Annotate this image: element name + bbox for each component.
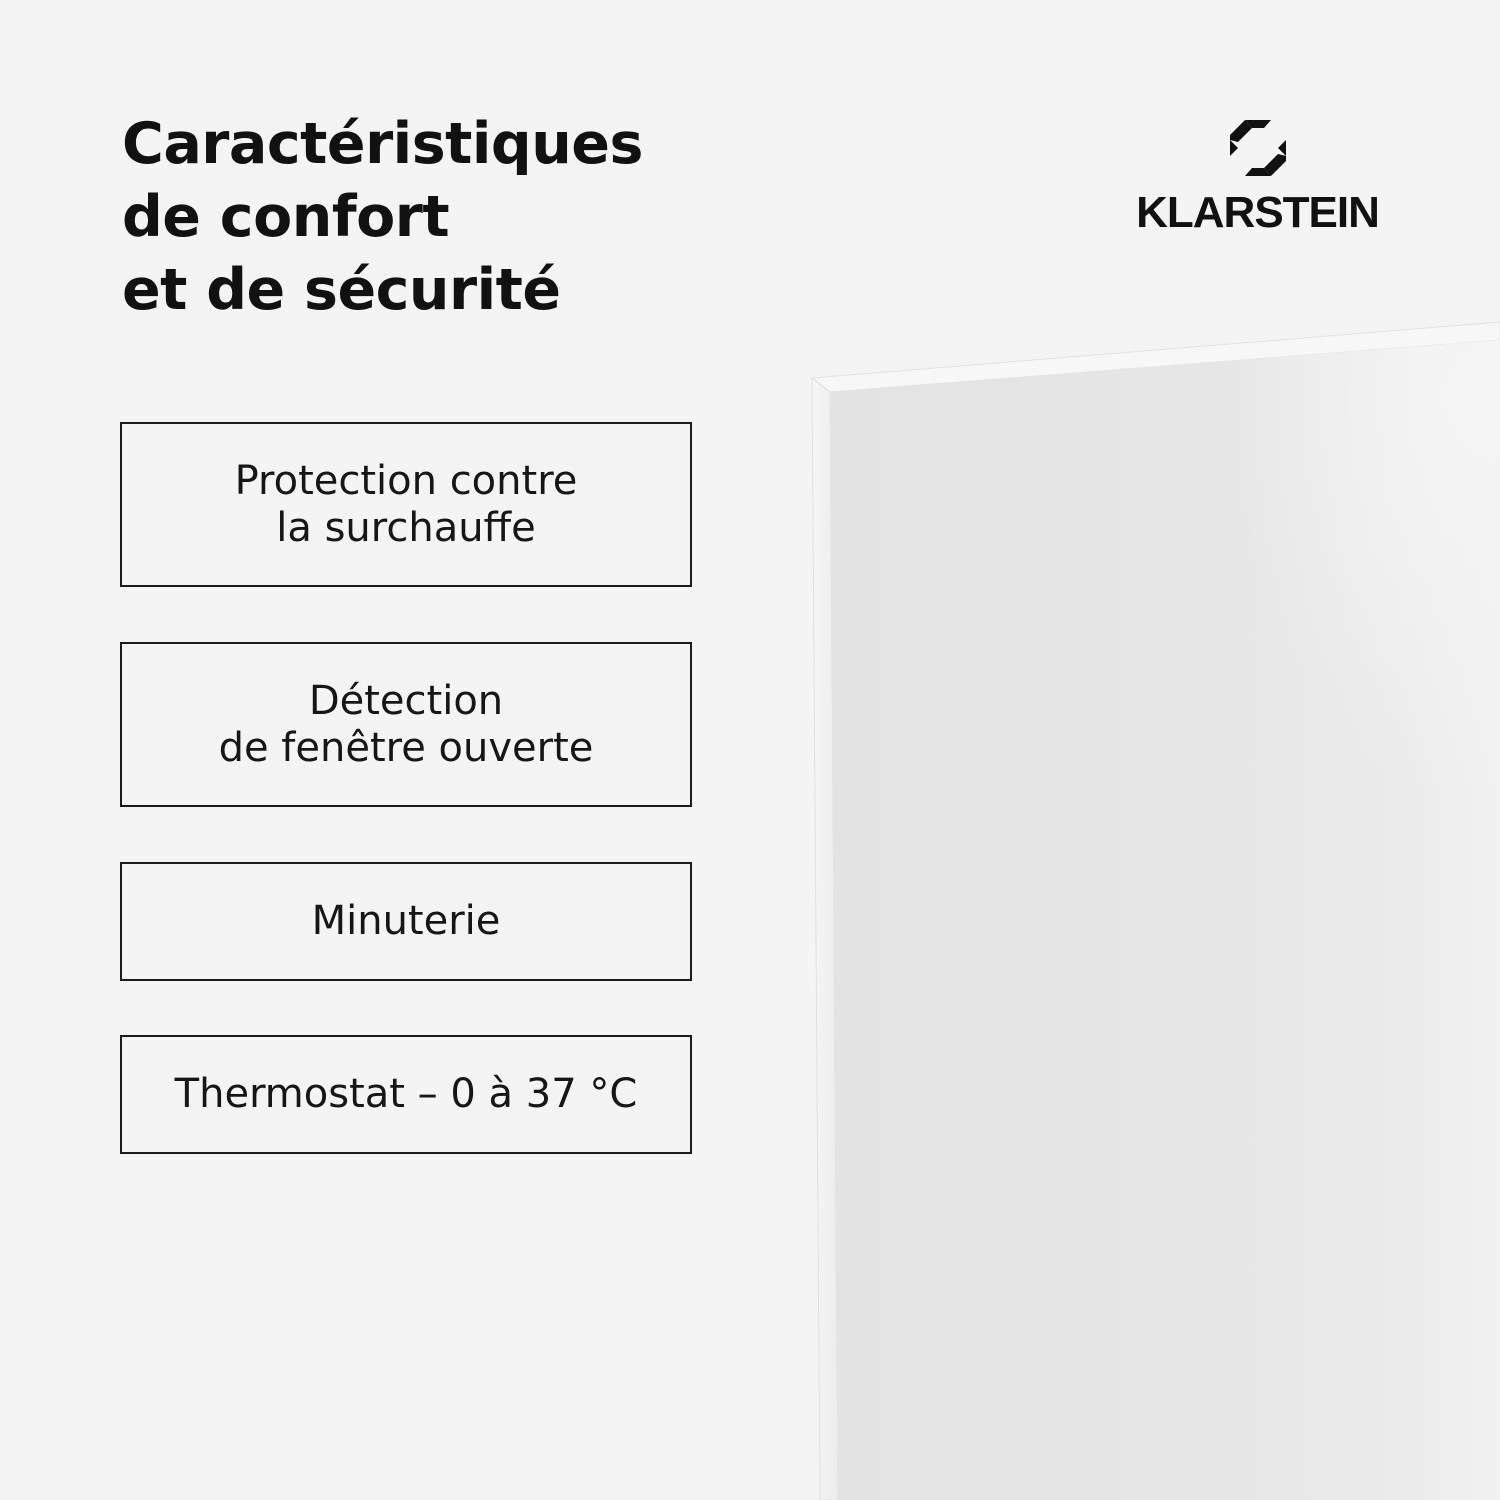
klarstein-octagon-logo-icon (1228, 118, 1288, 178)
brand-logo (1120, 118, 1395, 238)
feature-timer: Minuterie (120, 862, 692, 981)
title-line-2: de confort (122, 184, 450, 250)
title-line-1: Caractéristiques (122, 111, 643, 177)
brand-name: KLARSTEIN (1136, 188, 1379, 237)
page-title (122, 108, 643, 327)
title-line-3: et de sécurité (122, 257, 561, 323)
feature-thermostat: Thermostat – 0 à 37 °C (120, 1035, 692, 1154)
feature-open-window-detection: Détection de fenêtre ouverte (120, 642, 692, 807)
feature-overheat-protection: Protection contre la surchauffe (120, 422, 692, 587)
